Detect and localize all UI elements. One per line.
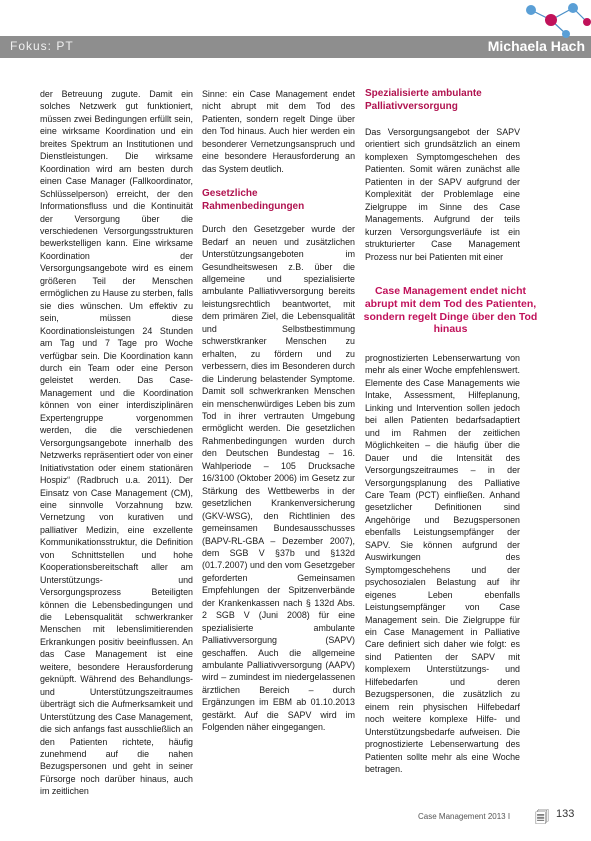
- heading-legal-framework: Gesetzliche Rahmenbedingungen: [202, 188, 305, 212]
- page-marker-icon: 🗐: [535, 809, 549, 825]
- column-middle-body: Durch den Gesetzgeber wurde der Bedarf an neuen und zusätzlichen Unterstützungsangeboten im Gesundheitswesen z.B. über die allgemeine und spezialisierte ambulante Palliativversorgung bereits leistungsrechtlich beantwortet, mit dem primären Ziel, die Lebensqualität und Selbstbestimmung schwerstkranker Menschen zu erhalten, zu fördern und zu verbessern, dies im Besonderen durch die Linderung belastender Symptome. Damit soll schwerkranken Menschen ein menschenwürdiges Leben bis zum Tod in ihrer vertrauten Umgebung ermöglicht werden. Die gesetzlichen Rahmenbedingungen wurden durch den Deutschen Bundestag – 16. Wahlperiode – 105 Drucksache 16/3100 (Oktober 2006) im Gesetz zur Stärkung des Wettbewerbs in der gesetzlichen Krankenversicherung (GKV-WSG), den Richtlinien des gemeinsamen Bundesausschusses (BAPV-RL-GBA – Dezember 2007), dem SGB V §37b und §132d (01.7.2007) und den vom Gesetzgeber geforderten Gemeinsamen Empfehlungen der Spitzenverbände der Krankenkassen nach § 132d Abs. 2 SGB V (Juni 2008) für eine spezialisierte ambulante Palliativversorgung (SAPV) geschaffen. Auch die allgemeine ambulante Palliativversorgung (AAPV) wird – zumindest im niedergelassenen ärztlichen Bereich – durch Ergänzungen im EBM ab 01.10.2013 gestärkt. Auf die SAPV wird im Folgenden näher eingegangen.: [202, 224, 355, 733]
- column-left: [40, 88, 193, 798]
- column-middle-intro: Sinne: ein Case Management endet nicht abrupt mit dem Tod des Patienten, sondern regelt Dinge über den Tod hinaus. Auch hier werden ein besonderer Vernetzungsanspruch und eine besondere Herausforderung an das System deutlich.: [202, 89, 355, 174]
- heading-sapv: Spezialisierte ambulante Palliativversorgung: [365, 88, 482, 112]
- pull-quote: Case Management endet nicht abrupt mit dem Tod des Patienten, sondern regelt Dinge über den Tod hinaus: [363, 285, 538, 336]
- column-right-top: Das Versorgungsangebot der SAPV orientiert sich grundsätzlich an einem komplexen Symptomgeschehen des Patienten. Somit wären zunächst alle Patienten in der SAPV aufgrund der Komplexität der Problemlage eine Zielgruppe im Sinne des Case Managements. Aufgrund der teils kurzen Versorgungsverläufe ist ein strukturierter Case Management Prozess nur bei Patienten mit einer: [365, 127, 520, 262]
- author-name: Michaela Hach: [487, 38, 585, 54]
- header-bar: [0, 36, 591, 58]
- footer-brand: Case Management 2013 I: [418, 812, 511, 821]
- column-left-text: der Betreuung zugute. Damit ein solches Netzwerk gut funktioniert, müssen zwei Bedingungen erfüllt sein, eine wirksame Koordination und ein breites Spektrum an Institutionen und Dienstleistungen. Die wirksame Koordination wird am besten durch einen Case Manager (Fallkoordinator, Schlüsselperson) erreicht, der den Informationsfluss und die Kontinuität der Versorgung über die verschiedenen Versorgungsstrukturen bewerkstelligen kann. Eine wirksame Koordination der Versorgungsangebote wird es einem größeren Teil der Menschen ermöglichen zu Hause zu sterben, falls sie dies wünschen. Um effektiv zu sein, müssen diese Koordinationsleistungen 24 Stunden am Tag und 7 Tage pro Woche verfügbar sein. Die Koordination kann durch ein Team oder eine Person geleistet werden. Das Case-Management und die Koordination können von einer interdisziplinären Expertengruppe vorgenommen werden, die die verschiedenen Versorgungsangebote innerhalb des Netzwerks repräsentiert oder von einer Initiativstation oder einem stationären Hospiz“ (Radbruch u.a. 2011). Der Einsatz von Case Management (CM), eine sinnvolle Vorzahnung bzw. Vernetzung von kurativen und palliativer Medizin, eine exzellente Kommunikationsstruktur, die Definition von Schnittstellen und hohe Kooperationsbereitschaft aller am Unterstützungs- und Versorgungsprozess Beteiligten können die Lebensbedingungen und die Lebensqualität schwerkranker Menschen mit lebenslimitierenden Erkrankungen positiv beeinflussen. An das Case Management ist eine weitere, besondere Herausforderung geknüpft. Während des Behandlungs- und Unterstützungszeitraumes überträgt sich die Aufmerksamkeit und Unterstützung des Case Management, die sich anfangs fast ausschließlich an den Patienten richtete, häufig zunehmend auf die nahen Bezugspersonen und geht in seiner Fürsorge noch darüber hinaus, auch im zeitlichen: [40, 89, 193, 797]
- section-label: Fokus: PT: [10, 39, 74, 53]
- page-number: 133: [556, 808, 575, 820]
- column-right-bottom: prognostizierten Lebenserwartung von mehr als einer Woche empfehlenswert. Elemente des Case Managements wie Intake, Assessment, Hilfeplanung, Linking und Intervention sollen jedoch bei allen Patienten bedarfsadaptiert und im Rahmen der zeitlichen Möglichkeiten – die häufig über die Dauer und die Intensität des Versorgungszeitraumes – in der Versorgungsplanung des Palliative Care Team (PCT) einfließen. Anhand gesetzlicher Definitionen sind Angehörige und Bezugspersonen ebenfalls Leistungsempfänger der SAPV. Sie können aufgrund der Auswirkungen des Symptomgeschehens und der psychosozialen Belastung auf ihr eigenes Leben ebenfalls Leistungsempfänger von Case Management sein. Die Zielgruppe für ein Case Management in Palliative Care definiert sich daher wie folgt: es sind Patienten der SAPV mit komplexem Unterstützungs- und Hilfebedarfen und deren Bezugspersonen, die zusätzlich zu einem rein physischen Hilfebedarf noch weitere komplexe Hilfe- und Unterstützungsbedarfe aufweisen. Die prognostizierte Lebenserwartung des Patienten sollte mehr als eine Woche betragen.: [365, 353, 520, 774]
- column-right: [365, 88, 520, 263]
- column-right-lower: [365, 352, 520, 775]
- column-middle: [202, 88, 355, 734]
- molecule-graphic: [511, 0, 591, 40]
